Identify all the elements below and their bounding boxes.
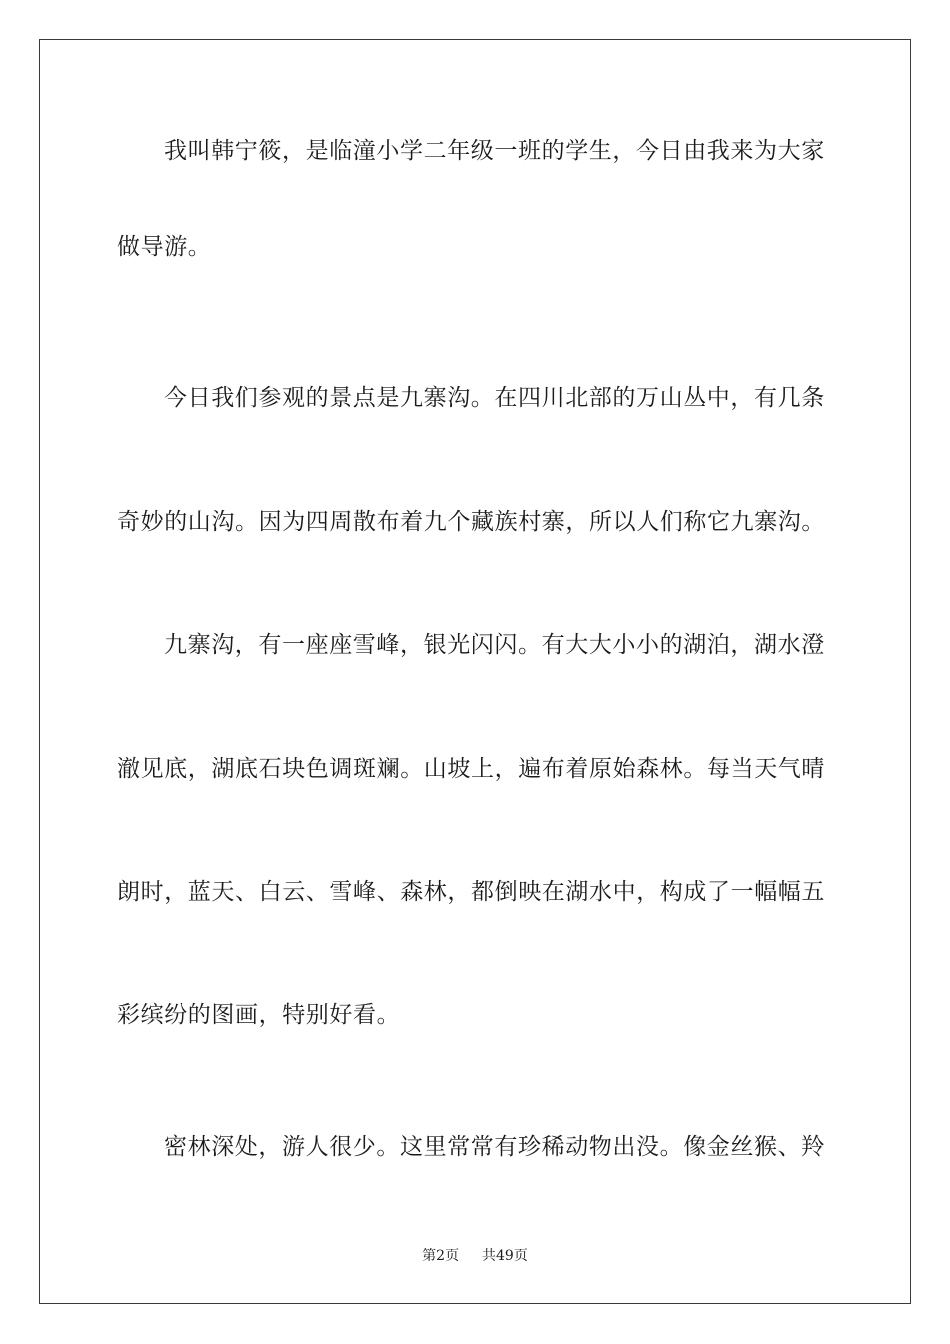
page-number: 第2页	[422, 1248, 460, 1264]
paragraph-3-line-2: 澈见底，湖底石块色调斑斓。山坡上，遍布着原始森林。每当天气晴	[117, 756, 825, 782]
page-border	[39, 39, 911, 1304]
paragraph-3-line-3: 朗时，蓝天、白云、雪峰、森林，都倒映在湖水中，构成了一幅幅五	[117, 879, 825, 905]
paragraph-1-line-2: 做导游。	[117, 234, 212, 260]
page-footer	[0, 1247, 950, 1265]
paragraph-1-line-1: 我叫韩宁筱，是临潼小学二年级一班的学生，今日由我来为大家	[164, 138, 825, 164]
page-total: 共49页	[482, 1248, 528, 1264]
paragraph-3-line-1: 九寨沟，有一座座雪峰，银光闪闪。有大大小小的湖泊，湖水澄	[164, 632, 825, 658]
paragraph-2-line-2: 奇妙的山沟。因为四周散布着九个藏族村寨，所以人们称它九寨沟。	[117, 509, 825, 535]
paragraph-2-line-1: 今日我们参观的景点是九寨沟。在四川北部的万山丛中，有几条	[164, 385, 825, 411]
paragraph-3-line-4: 彩缤纷的图画，特别好看。	[117, 1002, 401, 1028]
paragraph-4-line-1: 密林深处，游人很少。这里常常有珍稀动物出没。像金丝猴、羚	[164, 1134, 825, 1160]
